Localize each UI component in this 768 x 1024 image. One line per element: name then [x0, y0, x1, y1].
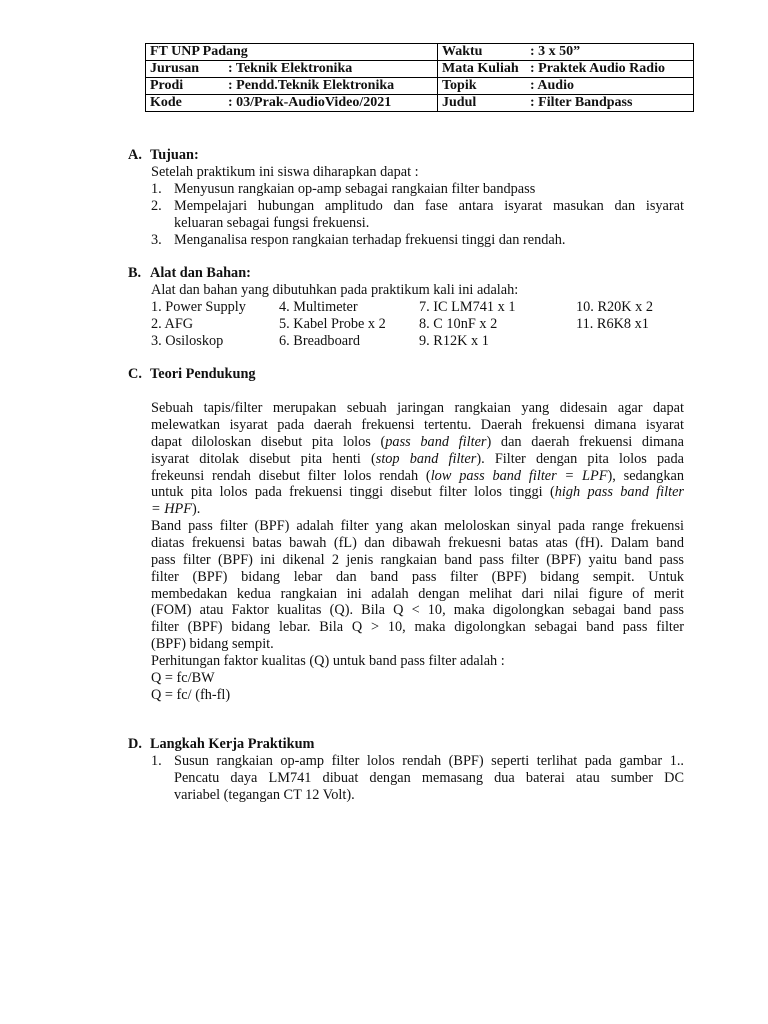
equipment-item: 5. Kabel Probe x 2 — [279, 316, 386, 332]
paragraph-line: Pencatu daya LM741 dibuat dengan memasang dua baterai atau sumber DC — [174, 769, 684, 786]
formula-q-fh-fl: Q = fc/ (fh-fl) — [151, 687, 231, 703]
header-cell-right — [438, 61, 694, 78]
header-key: Jurusan — [150, 61, 200, 76]
paragraph-line: Sebuah tapis/filter merupakan sebuah jaringan rangkaian yang didesain agar dapat — [151, 400, 684, 416]
header-key: Waktu — [442, 44, 483, 59]
header-row — [146, 61, 694, 78]
equipment-item: 8. C 10nF x 2 — [419, 316, 498, 332]
section-c-letter: C. — [128, 366, 142, 382]
header-value: : Pendd.Teknik Elektronika — [228, 78, 395, 93]
equipment-item: 9. R12K x 1 — [419, 333, 489, 349]
paragraph-line: Band pass filter (BPF) adalah filter yang akan meloloskan sinyal pada range frekuensi — [151, 518, 684, 534]
list-number: 3. — [151, 232, 162, 248]
paragraph-line: untuk pita lolos pada frekuensi tinggi disebut filter lolos tinggi (high pass band filter — [151, 484, 684, 501]
paragraph-line: frekeunsi rendah disebut filter lolos rendah (low pass band filter = LPF), sedangkan — [151, 467, 684, 484]
paragraph-line: (BPF) bidang sempit. — [151, 636, 274, 653]
header-row — [146, 95, 694, 112]
paragraph-quality-factor: Perhitungan faktor kualitas (Q) untuk band pass filter adalah : — [151, 653, 505, 669]
section-b-title: Alat dan Bahan: — [150, 265, 251, 281]
header-row — [146, 44, 694, 61]
header-key: Judul — [442, 95, 477, 110]
formula-q-bw: Q = fc/BW — [151, 670, 215, 686]
paragraph-filter-definition — [151, 400, 684, 518]
equipment-col-2 — [279, 299, 386, 350]
paragraph-line: dapat diloloskan disebut pita lolos (pass band filter) dan daerah frekuensi dimana — [151, 433, 685, 450]
section-d-letter: D. — [128, 736, 142, 752]
paragraph-line: = HPF). — [151, 501, 201, 518]
list-text: Mempelajari hubungan amplitudo dan fase antara isyarat masukan dan isyarat — [174, 198, 684, 214]
equipment-item: 1. Power Supply — [151, 299, 246, 315]
section-b-intro: Alat dan bahan yang dibutuhkan pada praktikum kali ini adalah: — [151, 282, 519, 298]
header-value: : Teknik Elektronika — [228, 61, 353, 76]
paragraph-line: (FOM) atau Faktor kualitas (Q). Bila Q < 10, maka digolongkan sebagai band pass — [151, 602, 684, 619]
header-cell-right — [438, 44, 694, 61]
equipment-item: 6. Breadboard — [279, 333, 360, 349]
equipment-col-1 — [151, 299, 246, 350]
section-a-title: Tujuan: — [150, 147, 199, 163]
header-row — [146, 78, 694, 95]
section-c-title: Teori Pendukung — [150, 366, 256, 382]
header-cell-left — [146, 44, 438, 61]
header-cell-right — [438, 95, 694, 112]
paragraph-line: melewatkan isyarat pada daerah frekuensi tertentu. Daerah frekuensi dimana isyarat — [151, 416, 684, 433]
paragraph-line: isyarat ditolak disebut pita henti (stop band filter). Filter dengan pita lolos pada — [151, 450, 685, 467]
paragraph-band-pass-filter — [151, 518, 684, 653]
paragraph-line: filter (BPF) bidang lebar. Bila Q > 10, maka digolongkan sebagai band pass filter — [151, 619, 684, 636]
list-text: Menyusun rangkaian op-amp sebagai rangkaian filter bandpass — [174, 181, 536, 197]
equipment-item: 10. R20K x 2 — [576, 299, 654, 315]
section-a-heading — [128, 147, 199, 164]
header-key: FT UNP Padang — [150, 44, 248, 59]
header-key: Prodi — [150, 78, 184, 93]
list-number: 1. — [151, 753, 162, 769]
header-cell-left — [146, 78, 438, 95]
header-value: : Praktek Audio Radio — [530, 61, 665, 76]
paragraph-line: variabel (tegangan CT 12 Volt). — [174, 786, 355, 803]
step-text — [174, 753, 684, 804]
header-value: : Filter Bandpass — [530, 95, 633, 110]
header-key: Kode — [150, 95, 182, 110]
paragraph-line: pass filter (BPF) ini dikenal 2 jenis rangkaian band pass filter (BPF) yaitu band pass — [151, 551, 684, 568]
section-d-heading — [128, 736, 314, 753]
equipment-item: 11. R6K8 x1 — [576, 316, 649, 332]
section-a-letter: A. — [128, 147, 142, 163]
list-number: 1. — [151, 181, 162, 197]
paragraph-line: diatas frekuensi batas bawah (fL) dan dibawah frekuesni batas atas (fH). Dalam band — [151, 534, 684, 551]
list-text: Menganalisa respon rangkaian terhadap frekuensi tinggi dan rendah. — [174, 232, 566, 248]
header-key: Mata Kuliah — [442, 61, 519, 76]
equipment-col-4 — [576, 299, 653, 333]
equipment-item: 2. AFG — [151, 316, 194, 332]
header-cell-left — [146, 95, 438, 112]
equipment-item: 3. Osiloskop — [151, 333, 224, 349]
section-a-intro: Setelah praktikum ini siswa diharapkan dapat : — [151, 164, 419, 180]
paragraph-line: filter (BPF) bidang lebar dan band pass filter (BPF) bidang sempit. Untuk — [151, 568, 684, 585]
header-value: : 3 x 50” — [530, 44, 581, 59]
equipment-item: 4. Multimeter — [279, 299, 358, 315]
list-text: keluaran sebagai fungsi frekuensi. — [174, 215, 370, 231]
header-value: : Audio — [530, 78, 574, 93]
section-b-heading — [128, 265, 251, 282]
header-cell-left — [146, 61, 438, 78]
equipment-item: 7. IC LM741 x 1 — [419, 299, 516, 315]
list-number: 2. — [151, 198, 162, 214]
header-table — [145, 43, 694, 112]
header-value: : 03/Prak-AudioVideo/2021 — [228, 95, 392, 110]
section-d-title: Langkah Kerja Praktikum — [150, 736, 315, 752]
paragraph-line: membedakan kedua rangkaian ini adalah dengan melihat dari nilai figure of merit — [151, 585, 684, 602]
paragraph-line: Susun rangkaian op-amp filter lolos rendah (BPF) seperti terlihat pada gambar 1.. — [174, 753, 684, 769]
header-key: Topik — [442, 78, 477, 93]
header-cell-right — [438, 78, 694, 95]
section-b-letter: B. — [128, 265, 142, 281]
equipment-col-3 — [419, 299, 516, 350]
section-c-heading — [128, 366, 256, 383]
